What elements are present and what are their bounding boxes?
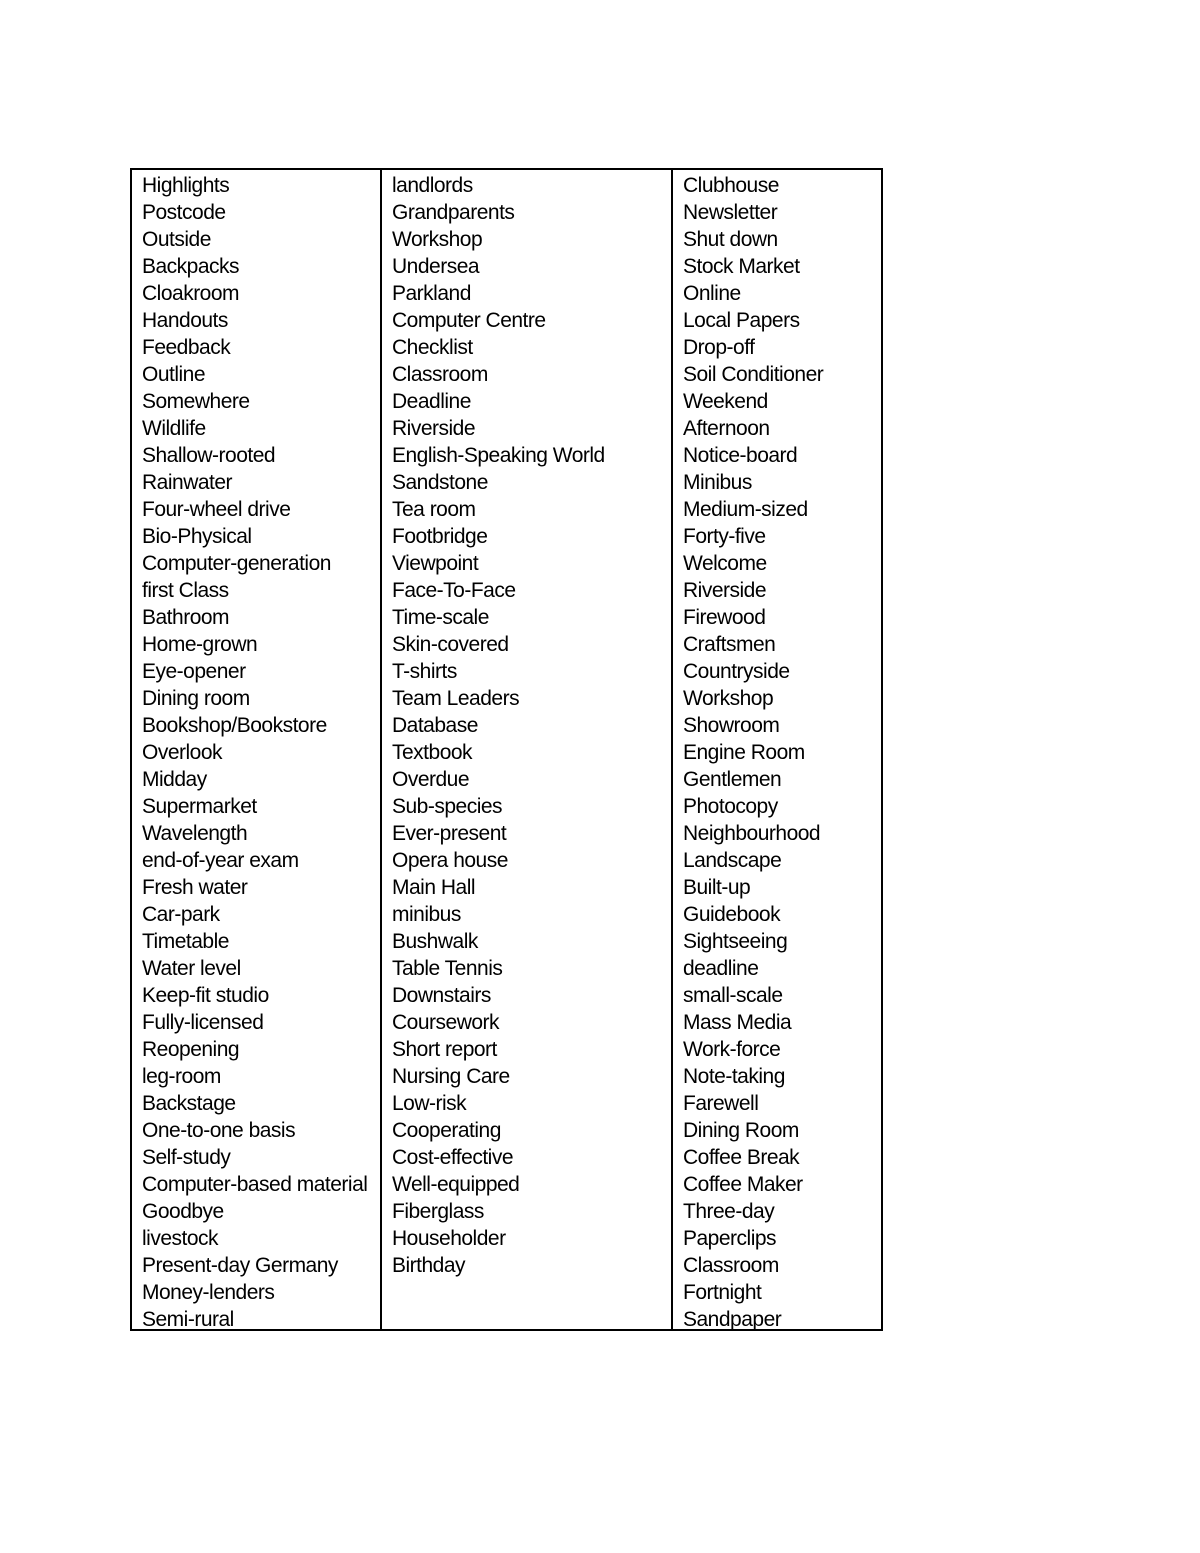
- word-item: Dining room: [142, 687, 250, 710]
- word-item: Fiberglass: [392, 1200, 484, 1223]
- word-list-1: [142, 172, 380, 1333]
- word-item: Computer Centre: [392, 309, 546, 332]
- word-item: Car-park: [142, 903, 220, 926]
- word-item: Coursework: [392, 1011, 500, 1034]
- word-column-3: [671, 170, 881, 1329]
- word-item: Footbridge: [392, 525, 488, 548]
- word-item: Well-equipped: [392, 1173, 520, 1196]
- word-item: T-shirts: [392, 660, 457, 683]
- word-item: Coffee Maker: [683, 1173, 803, 1196]
- word-item: Keep-fit studio: [142, 984, 269, 1007]
- word-item: Soil Conditioner: [683, 363, 824, 386]
- word-item: Parkland: [392, 282, 471, 305]
- word-item: Farewell: [683, 1092, 759, 1115]
- word-item: Countryside: [683, 660, 790, 683]
- word-item: Householder: [392, 1227, 506, 1250]
- word-item: Database: [392, 714, 478, 737]
- word-item: Bushwalk: [392, 930, 478, 953]
- word-item: Landscape: [683, 849, 782, 872]
- word-item: Classroom: [683, 1254, 779, 1277]
- word-list-2: [392, 172, 671, 1279]
- word-item: leg-room: [142, 1065, 221, 1088]
- word-item: Supermarket: [142, 795, 257, 818]
- word-item: Main Hall: [392, 876, 476, 899]
- word-item: Undersea: [392, 255, 480, 278]
- word-item: Midday: [142, 768, 207, 791]
- word-item: Overdue: [392, 768, 470, 791]
- word-item: Local Papers: [683, 309, 800, 332]
- word-item: Handouts: [142, 309, 228, 332]
- word-item: Somewhere: [142, 390, 250, 413]
- word-item: Medium-sized: [683, 498, 808, 521]
- word-item: Backpacks: [142, 255, 240, 278]
- word-item: Checklist: [392, 336, 473, 359]
- word-item: Riverside: [683, 579, 767, 602]
- word-item: Wildlife: [142, 417, 206, 440]
- word-item: English-Speaking World: [392, 444, 605, 467]
- word-item: Fortnight: [683, 1281, 762, 1304]
- word-item: Nursing Care: [392, 1065, 510, 1088]
- word-item: minibus: [392, 903, 461, 926]
- word-item: Bio-Physical: [142, 525, 252, 548]
- word-item: Sandstone: [392, 471, 488, 494]
- word-item: Deadline: [392, 390, 471, 413]
- word-item: Reopening: [142, 1038, 240, 1061]
- word-item: Home-grown: [142, 633, 258, 656]
- word-item: Skin-covered: [392, 633, 509, 656]
- word-item: Built-up: [683, 876, 751, 899]
- word-item: Classroom: [392, 363, 488, 386]
- word-item: Drop-off: [683, 336, 755, 359]
- word-item: Work-force: [683, 1038, 781, 1061]
- word-item: Goodbye: [142, 1200, 224, 1223]
- word-item: Textbook: [392, 741, 473, 764]
- word-item: Four-wheel drive: [142, 498, 291, 521]
- word-item: Face-To-Face: [392, 579, 516, 602]
- word-item: Money-lenders: [142, 1281, 275, 1304]
- word-item: Minibus: [683, 471, 752, 494]
- word-item: Online: [683, 282, 741, 305]
- word-item: Downstairs: [392, 984, 491, 1007]
- word-item: Stock Market: [683, 255, 800, 278]
- word-item: Firewood: [683, 606, 766, 629]
- word-item: Cooperating: [392, 1119, 501, 1142]
- word-item: Postcode: [142, 201, 226, 224]
- word-item: Cloakroom: [142, 282, 240, 305]
- word-item: Welcome: [683, 552, 767, 575]
- word-item: Riverside: [392, 417, 476, 440]
- word-item: Gentlemen: [683, 768, 782, 791]
- word-item: Shallow-rooted: [142, 444, 276, 467]
- word-item: Low-risk: [392, 1092, 467, 1115]
- word-item: Semi-rural: [142, 1308, 234, 1331]
- word-item: Computer-generation: [142, 552, 331, 575]
- word-item: Note-taking: [683, 1065, 785, 1088]
- word-item: Eye-opener: [142, 660, 246, 683]
- word-item: Outline: [142, 363, 206, 386]
- word-item: Workshop: [392, 228, 483, 251]
- word-item: Cost-effective: [392, 1146, 513, 1169]
- word-item: Computer-based material: [142, 1173, 368, 1196]
- word-item: Paperclips: [683, 1227, 777, 1250]
- word-item: Shut down: [683, 228, 778, 251]
- word-item: Weekend: [683, 390, 768, 413]
- word-item: Newsletter: [683, 201, 778, 224]
- word-item: Opera house: [392, 849, 508, 872]
- word-column-2: [380, 170, 671, 1329]
- word-item: end-of-year exam: [142, 849, 299, 872]
- word-item: Water level: [142, 957, 241, 980]
- word-item: Engine Room: [683, 741, 805, 764]
- word-item: Outside: [142, 228, 211, 251]
- word-item: Craftsmen: [683, 633, 776, 656]
- word-item: Afternoon: [683, 417, 770, 440]
- word-item: Notice-board: [683, 444, 798, 467]
- word-item: Birthday: [392, 1254, 466, 1277]
- word-item: Feedback: [142, 336, 231, 359]
- word-item: Grandparents: [392, 201, 515, 224]
- word-item: landlords: [392, 174, 473, 197]
- word-item: Coffee Break: [683, 1146, 800, 1169]
- word-item: Photocopy: [683, 795, 778, 818]
- word-item: Workshop: [683, 687, 774, 710]
- word-item: Sub-species: [392, 795, 503, 818]
- word-item: Neighbourhood: [683, 822, 821, 845]
- word-item: Bookshop/Bookstore: [142, 714, 327, 737]
- word-item: Ever-present: [392, 822, 507, 845]
- word-item: Clubhouse: [683, 174, 779, 197]
- word-item: Fully-licensed: [142, 1011, 264, 1034]
- word-item: small-scale: [683, 984, 783, 1007]
- word-item: Viewpoint: [392, 552, 479, 575]
- word-item: Backstage: [142, 1092, 236, 1115]
- word-item: Wavelength: [142, 822, 248, 845]
- word-item: Table Tennis: [392, 957, 503, 980]
- word-item: first Class: [142, 579, 229, 602]
- word-item: Showroom: [683, 714, 780, 737]
- word-item: Team Leaders: [392, 687, 520, 710]
- word-item: Tea room: [392, 498, 476, 521]
- word-item: Dining Room: [683, 1119, 799, 1142]
- word-item: Rainwater: [142, 471, 233, 494]
- word-item: Three-day: [683, 1200, 775, 1223]
- word-table: [130, 168, 883, 1331]
- word-item: Bathroom: [142, 606, 230, 629]
- word-item: One-to-one basis: [142, 1119, 296, 1142]
- word-item: Fresh water: [142, 876, 248, 899]
- word-column-1: [132, 170, 380, 1329]
- word-list-3: [683, 172, 881, 1333]
- word-item: Present-day Germany: [142, 1254, 338, 1277]
- word-item: Sandpaper: [683, 1308, 782, 1331]
- word-item: Time-scale: [392, 606, 489, 629]
- word-item: Short report: [392, 1038, 497, 1061]
- word-item: Highlights: [142, 174, 230, 197]
- word-item: Mass Media: [683, 1011, 792, 1034]
- word-item: Timetable: [142, 930, 229, 953]
- word-item: Guidebook: [683, 903, 781, 926]
- word-item: deadline: [683, 957, 759, 980]
- word-item: Self-study: [142, 1146, 231, 1169]
- word-item: Forty-five: [683, 525, 766, 548]
- word-item: Sightseeing: [683, 930, 788, 953]
- word-item: livestock: [142, 1227, 219, 1250]
- word-item: Overlook: [142, 741, 223, 764]
